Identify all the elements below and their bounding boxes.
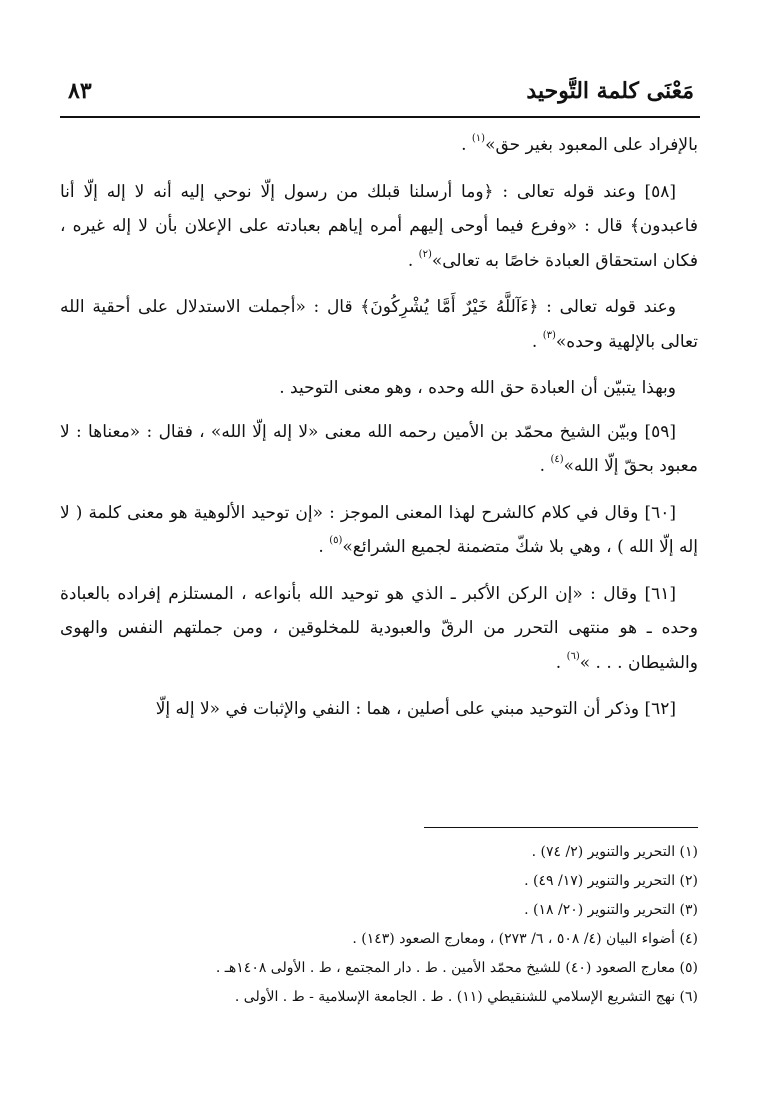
footnote-marker: (٣) (542, 329, 556, 341)
paragraph (60, 692, 698, 727)
footnote-marker: (١) (471, 133, 486, 144)
footnote-marker: (٦) (566, 650, 580, 662)
paragraph (60, 415, 698, 487)
footnote-item: (٢) التحرير والتنوير (١٧/ ٤٩) . (524, 873, 698, 889)
footnote-item: (١) التحرير والتنوير (٢/ ٧٤) . (531, 844, 698, 860)
footnote-divider (424, 827, 698, 828)
footnote-item: (٦) نهج التشريع الإسلامي للشنقيطي (١١) . ط . الجامعة الإسلامية - ط . الأولى . (234, 989, 698, 1005)
paragraph-end: . (539, 456, 551, 476)
footnote-marker: (٥) (329, 535, 343, 546)
paragraph (60, 128, 698, 166)
footnote-marker: (٤) (550, 454, 564, 465)
paragraph (60, 496, 698, 568)
paragraph-text: وعند قوله تعالى : ﴿ءَآللَّهُ خَيْرٌ أَمَّا يُشْرِكُونَ﴾ قال : «أجملت الاستدلال على أحقية الله تعالى بالإلهية وحده» (60, 297, 698, 352)
paragraph-end: . (531, 331, 543, 352)
footnotes (60, 838, 698, 1012)
paragraph-end: . (555, 652, 567, 673)
page-number: ٨٣ (68, 78, 92, 104)
footnote-item: (٤) أضواء البيان (٤/ ٥٠٨ ، ٦/ ٢٧٣) ، ومعارج الصعود (١٤٣) . (352, 931, 698, 947)
paragraph-text: [٥٩] وبيّن الشيخ محمّد بن الأمين رحمه الله معنى «لا إله إلّا الله» ، فقال : «معناها : لا معبود بحقّ إلّا الله» (60, 421, 698, 476)
paragraph-text: بالإفراد على المعبود بغير حق» (485, 135, 698, 155)
paragraph-end: . (407, 250, 419, 271)
paragraph (60, 577, 698, 684)
paragraph (60, 371, 698, 406)
paragraph-text: [٥٨] وعند قوله تعالى : ﴿وما أرسلنا قبلك من رسول إلّا نوحي إليه أنه لا إله إلّا أنا فاعبدون﴾ قال : «وفرع فيما أوحى إليهم أمره إياهم بعبادته على الإعلان بأن لا إله غيره ، فكان استحقاق العبادة خاصًا به تعالى» (60, 181, 698, 271)
footnote-marker: (٢) (418, 248, 432, 260)
page-header (60, 72, 700, 118)
paragraph-text: [٦٢] وذكر أن التوحيد مبني على أصلين ، هما : النفي والإثبات في «لا إله إلّا (155, 699, 676, 719)
paragraph-text: وبهذا يتبيّن أن العبادة حق الله وحده ، وهو معنى التوحيد . (279, 378, 676, 398)
paragraph-text: [٦٠] وقال في كلام كالشرح لهذا المعنى الموجز : «إن توحيد الألوهية هو معنى كلمة ( لا إله إلّا الله ) ، وهي بلا شكّ متضمنة لجميع الشرائع» (60, 502, 698, 557)
paragraph-text: [٦١] وقال : «إن الركن الأكبر ـ الذي هو توحيد الله بأنواعه ، المستلزم إفراده بالعبادة وحده ـ هو منتهى التحرر من الرقّ والعبودية للمخلوقين ، ومن جملتهم النفس والهوى والشيطان . . . » (60, 583, 698, 673)
paragraph (60, 175, 698, 282)
paragraph-end: . (461, 135, 472, 155)
footnote-item: (٥) معارج الصعود (٤٠) للشيخ محمّد الأمين . ط . دار المجتمع ، ط . الأولى ١٤٠٨هـ . (215, 960, 698, 976)
paragraph (60, 290, 698, 362)
paragraph-end: . (318, 537, 330, 557)
running-title: مَعْنَى كلمة التَّوحيد (526, 78, 694, 104)
main-text (60, 128, 698, 736)
footnote-item: (٣) التحرير والتنوير (٢٠/ ١٨) . (524, 902, 698, 918)
